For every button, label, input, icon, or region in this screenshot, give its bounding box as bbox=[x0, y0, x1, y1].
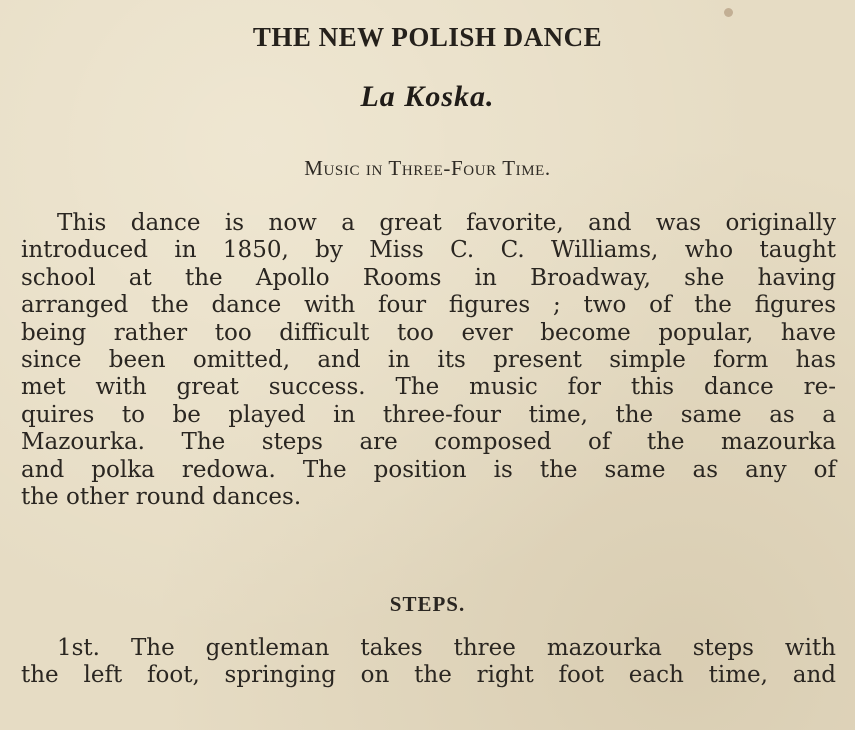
text-line: since been omitted, and in its present simple form has bbox=[21, 347, 836, 374]
text-line: the other round dances. bbox=[21, 484, 302, 511]
text-line: being rather too difficult too ever become popular, have bbox=[21, 319, 836, 346]
dance-name: La Koska. bbox=[360, 80, 495, 113]
music-time-line: Music in Three-Four Time. bbox=[304, 156, 551, 180]
text-line: Mazourka. The steps are composed of the mazourka bbox=[21, 429, 836, 456]
page-title: THE NEW POLISH DANCE bbox=[252, 22, 603, 52]
steps-heading: STEPS. bbox=[389, 592, 466, 616]
text-line: introduced in 1850, by Miss C. C. Williams, who taught bbox=[21, 237, 836, 264]
text-line: and polka redowa. The position is the same as any of bbox=[21, 456, 836, 483]
steps-paragraph bbox=[21, 635, 836, 690]
text-line: 1st. The gentleman takes three mazourka steps with bbox=[57, 635, 836, 661]
ink-speck bbox=[724, 8, 733, 17]
text-line: quires to be played in three-four time, the same as a bbox=[21, 401, 836, 428]
text-line: the left foot, springing on the right foot each time, and bbox=[21, 662, 836, 689]
intro-paragraph bbox=[21, 210, 836, 511]
text-line: This dance is now a great favorite, and was originally bbox=[57, 210, 836, 236]
text-line: arranged the dance with four figures ; two of the figures bbox=[21, 292, 836, 319]
text-line: met with great success. The music for this dance re- bbox=[21, 374, 836, 401]
text-line: school at the Apollo Rooms in Broadway, she having bbox=[21, 264, 836, 291]
